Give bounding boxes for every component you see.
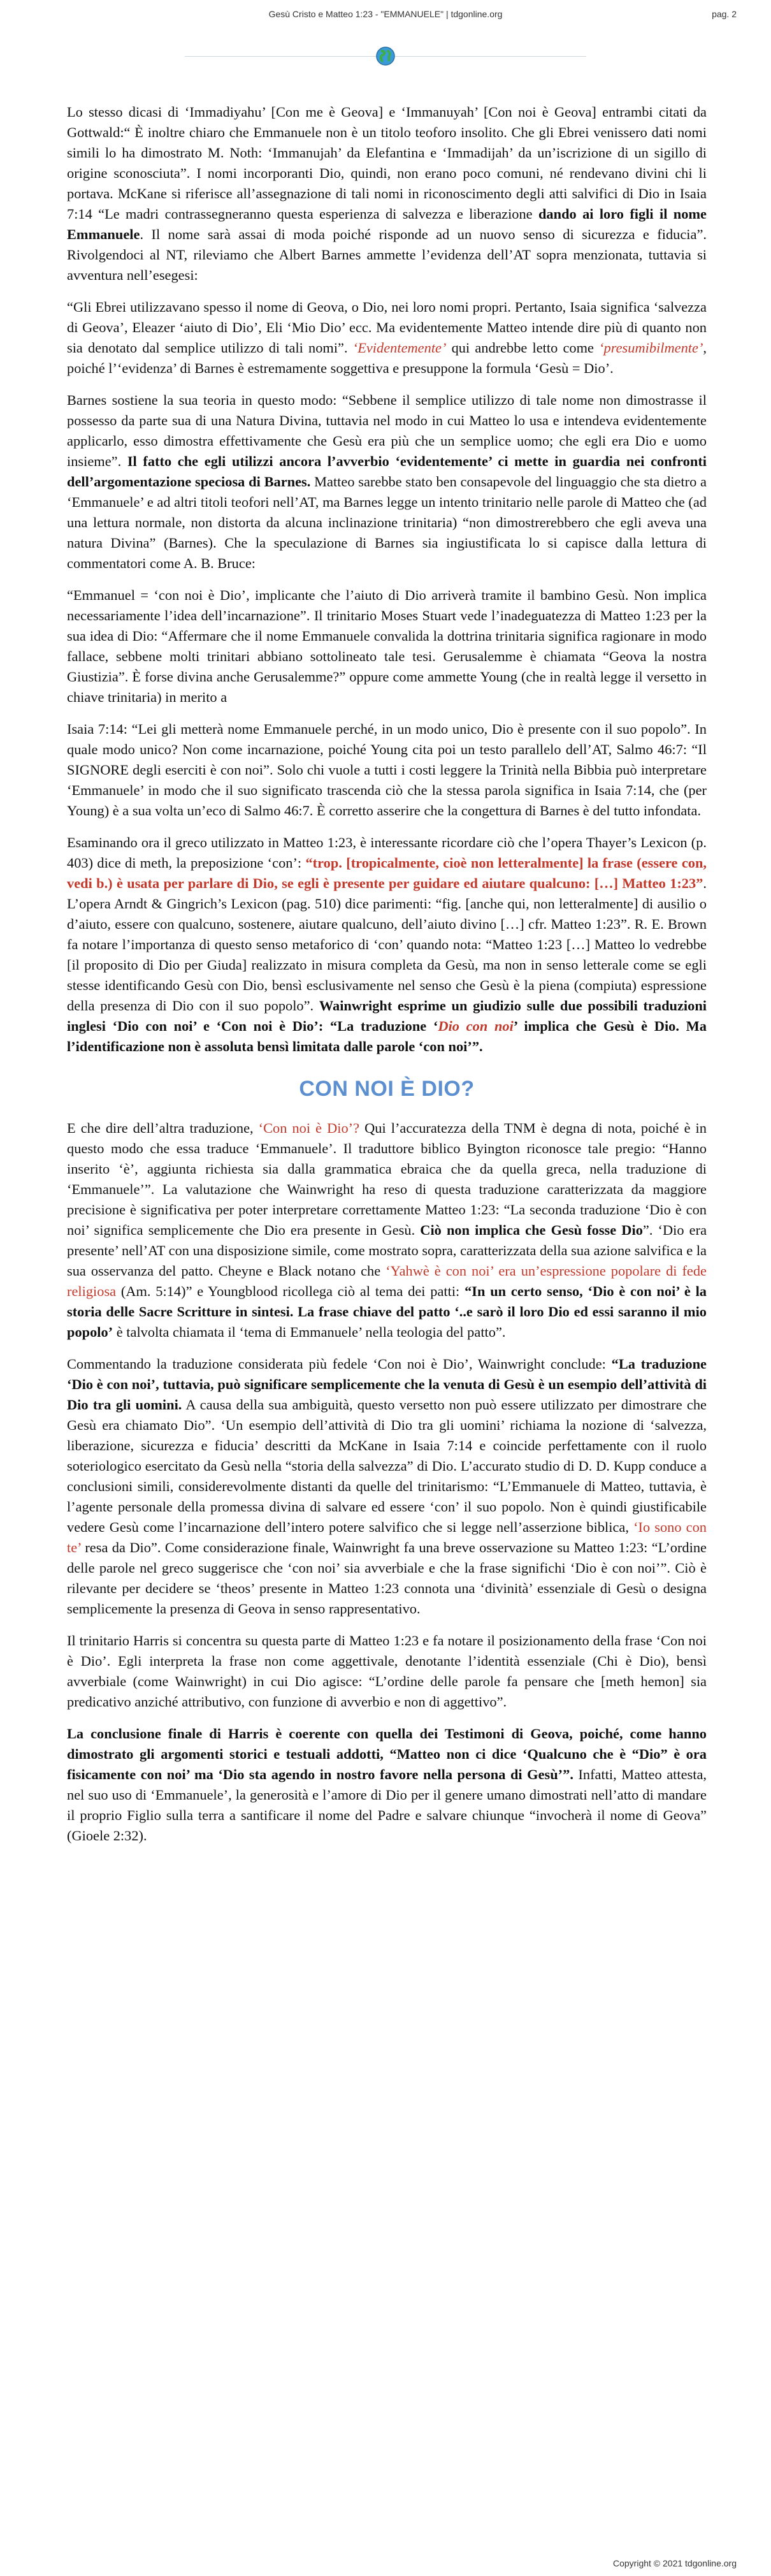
- paragraph: “Emmanuel = ‘con noi è Dio’, implicante che l’aiuto di Dio arriverà tramite il bambino Gesù. Non implica necessariamente l’idea dell’incarnazione”. Il trinitario Moses Stuart vede l’inadeguatezza di Matteo 1:23 per la sua idea di Dio: “Affermare che il nome Emmanuele convalida la dottrina trinitaria significa ragionare in modo fallace, sebbene molti trinitari abbiano sottolineato tale tesi. Gerusalemme è chiamata “Geova la nostra Giustizia”. È forse divina anche Gerusalemme?” oppure come ammette Young (che in realtà legge il versetto in chiave trinitaria) in merito a: [67, 587, 707, 705]
- globe-icon: [375, 46, 396, 66]
- paragraph: “Gli Ebrei utilizzavano spesso il nome di Geova, o Dio, nei loro nomi propri. Pertanto, Isaia significa ‘salvezza di Geova’, Eleazer ‘aiuto di Dio’, Eli ‘Mio Dio’ ecc. Ma evidentemente Matteo intende dire più di quanto non sia denotato dal semplice utilizzo di tali nomi”. ‘Evidentemente’ qui andrebbe letto come ‘presumibilmente’, poiché l’‘evidenza’ di Barnes è estremamente soggettiva e presuppone la formula ‘Gesù = Dio’.: [67, 299, 707, 376]
- article-body: [67, 102, 707, 1858]
- paragraph: Lo stesso dicasi di ‘Immadiyahu’ [Con me è Geova] e ‘Immanuyah’ [Con noi è Geova] entrambi citati da Gottwald:“ È inoltre chiaro che Emmanuele non è un titolo teoforo insolito. Che gli Ebrei venissero dati nomi simili lo ha dimostrato M. Noth: ‘Immanujah’ da Elefantina e ‘Immadijah’ da un’iscrizione di un sigillo di origine sconosciuta”. I nomi incorporanti Dio, quindi, non erano poco comuni, né rendevano divini chi li portava. McKane si riferisce all’assegnazione di tali nomi in riconoscimento degli atti salvifici di Dio in Isaia 7:14 “Le madri contrassegneranno questa esperienza di salvezza e liberazione dando ai loro figli il nome Emmanuele. Il nome sarà assai di moda poiché risponde ad un nuovo senso di sicurezza e fiducia”. Rivolgendoci al NT, rileviamo che Albert Barnes ammette l’evidenza dell’AT sopra menzionata, tuttavia si avventura nell’esegesi:: [67, 104, 707, 283]
- paragraph: Isaia 7:14: “Lei gli metterà nome Emmanuele perché, in un modo unico, Dio è presente con il suo popolo”. In quale modo unico? Non come incarnazione, poiché Young cita poi un testo parallelo dell’AT, Salmo 46:7: “Il SIGNORE degli eserciti è con noi”. Solo chi vuole a tutti i costi leggere la Trinità nella Bibbia può interpretare ‘Emmanuele’ in modo che il suo significato trascenda ciò che la stessa parola significa in Isaia 7:14, che (per Young) è a sua volta un’eco di Salmo 46:7. È corretto asserire che la congettura di Barnes è del tutto infondata.: [67, 721, 707, 819]
- footer-copyright: Copyright © 2021 tdgonline.org: [613, 2558, 737, 2568]
- page-header: [0, 6, 771, 24]
- section-heading: CON NOI È DIO?: [299, 1077, 475, 1101]
- paragraph: E che dire dell’altra traduzione, ‘Con noi è Dio’? Qui l’accuratezza della TNM è degna di nota, poiché è in questo modo che essa traduce ‘Emmanuele’. Il traduttore biblico Byington riconosce tale pregio: “Hanno inserito ‘è’, aggiunta richiesta sia dalla grammatica ebraica che da quella greca, nella traduzione di ‘Emmanuele’”. La valutazione che Wainwright ha reso di questa traduzione caratterizzata da maggiore precisione è significativa per poter interpretare correttamente Matteo 1:23: “La seconda traduzione ‘Dio è con noi’ significa semplicemente che Dio era presente in Gesù. Ciò non implica che Gesù fosse Dio”. ‘Dio era presente’ nell’AT con una disposizione simile, come mostrato sopra, caratterizzata della sua azione salvifica e la sua osservanza del patto. Cheyne e Black notano che ‘Yahwè è con noi’ era un’espressione popolare di fede religiosa (Am. 5:14)” e Youngblood ricollega ciò al tema dei patti: “In un certo senso, ‘Dio è con noi’ è la storia delle Sacre Scritture in sintesi. La frase chiave del patto ‘..e sarò il loro Dio ed essi saranno il mio popolo’ è talvolta chiamata il ‘tema di Emmanuele’ nella teologia del patto”.: [67, 1120, 707, 1340]
- header-title: Gesù Cristo e Matteo 1:23 - "EMMANUELE" | tdgonline.org: [268, 9, 503, 19]
- paragraph: Barnes sostiene la sua teoria in questo modo: “Sebbene il semplice utilizzo di tale nome non dimostrasse il possesso da parte sua di una Natura Divina, tuttavia nel modo in cui Matteo lo usa e intendeva evidentemente applicarlo, esso dimostra effettivamente che Gesù era più che un semplice uomo; che egli era Dio e uomo insieme”. Il fatto che egli utilizzi ancora l’avverbio ‘evidentemente’ ci mette in guardia nei confronti dell’argomentazione speciosa di Barnes. Matteo sarebbe stato ben consapevole del linguaggio che sta dietro a ‘Emmanuele’ e ad altri titoli teofori nell’AT, ma Barnes legge un intento trinitario nelle parole di Matteo che (ad una lettura normale, non distorta da alcuna inclinazione trinitaria) “non dimostrerebbero che egli aveva una natura Divina” (Barnes). Che la speculazione di Barnes sia ingiustificata lo si capisce dalla lettura di commentatori come A. B. Bruce:: [67, 392, 707, 571]
- paragraph: Esaminando ora il greco utilizzato in Matteo 1:23, è interessante ricordare ciò che l’opera Thayer’s Lexicon (p. 403) dice di meth, la preposizione ‘con’: “trop. [tropicalmente, cioè non letteralmente] la frase (essere con, vedi b.) è usata per parlare di Dio, se egli è presente per guidare ed aiutare qualcuno: […] Matteo 1:23”. L’opera Arndt & Gingrich’s Lexicon (pag. 510) dice parimenti: “fig. [anche qui, non letteralmente] di ausilio o d’aiuto, essere con qualcuno, sostenere, aiutare qualcuno, dell’aiuto divino […] cfr. Matteo 1:23”. R. E. Brown fa notare l’importanza di questo senso metaforico di ‘con’ quando nota: “Matteo 1:23 […] Matteo lo vedrebbe [il proposito di Dio per Giuda] realizzato in misura completa da Gesù, ma non in senso letterale come se egli stesse identificando Gesù con Dio, bensì esclusivamente nel senso che Gesù è la piena (compiuta) espressione della presenza di Dio con il suo popolo”. Wainwright esprime un giudizio sulle due possibili traduzioni inglesi ‘Dio con noi’ e ‘Con noi è Dio’: “La traduzione ‘Dio con noi’ implica che Gesù è Dio. Ma l’identificazione non è assoluta bensì limitata dalle parole ‘con noi’”.: [67, 834, 707, 1054]
- paragraph: La conclusione finale di Harris è coerente con quella dei Testimoni di Geova, poiché, come hanno dimostrato gli argomenti storici e testuali addotti, “Matteo non ci dice ‘Qualcuno che è “Dio” è ora fisicamente con noi’ ma ‘Dio sta agendo in nostro favore nella persona di Gesù’”. Infatti, Matteo attesta, nel suo uso di ‘Emmanuele’, la generosità e l’amore di Dio per il genere umano dimostrati nell’atto di mandare il proprio Figlio sulla terra a santificare il nome del Padre e salvare chiunque “invocherà il nome di Geova” (Gioele 2:32).: [67, 1726, 707, 1844]
- paragraph: Commentando la traduzione considerata più fedele ‘Con noi è Dio’, Wainwright conclude: “La traduzione ‘Dio è con noi’, tuttavia, può significare semplicemente che la venuta di Gesù è un esempio dell’attività di Dio tra gli uomini. A causa della sua ambiguità, questo versetto non può essere utilizzato per dimostrare che Gesù era chiamato Dio”. ‘Un esempio dell’attività di Dio tra gli uomini’ richiama la nozione di ‘salvezza, liberazione, sicurezza e fiducia’ descritti da McKane in Isaia 7:14 e coincide perfettamente con il ruolo soteriologico esercitato da Gesù nella “storia della salvezza” di Dio. L’accurato studio di D. D. Kupp conduce a conclusioni simili, considerevolmente distanti da quelle del trinitarismo: “L’Emmanuele di Matteo, tuttavia, è l’agente personale della promessa divina di salvare ed essere ‘con’ il suo popolo. Non è quindi giustificabile vedere Gesù come l’incarnazione dell’intero potere salvifico che si legge nell’asserzione biblica, ‘Io sono con te’ resa da Dio”. Come considerazione finale, Wainwright fa una breve osservazione su Matteo 1:23: “L’ordine delle parole nel greco suggerisce che ‘con noi’ sia avverbiale e che la frase significhi ‘Dio è con noi’”. Ciò è rilevante per decidere se ‘theos’ presente in Matteo 1:23 connota una ‘divinità’ essenziale di Gesù o designa semplicemente la presenza di Geova in senso rappresentativo.: [67, 1356, 707, 1617]
- paragraph: Il trinitario Harris si concentra su questa parte di Matteo 1:23 e fa notare il posizionamento della frase ‘Con noi è Dio’. Egli interpreta la frase non come aggettivale, denotante l’identità essenziale (Chi è Dio), bensì avverbiale (come Wainwright) in cui Dio agisce: “L’ordine delle parole fa pensare che [meth hemon] sia predicativo anziché attributivo, con funzione di avverbio e non di aggettivo”.: [67, 1633, 707, 1710]
- page-number: pag. 2: [712, 9, 737, 19]
